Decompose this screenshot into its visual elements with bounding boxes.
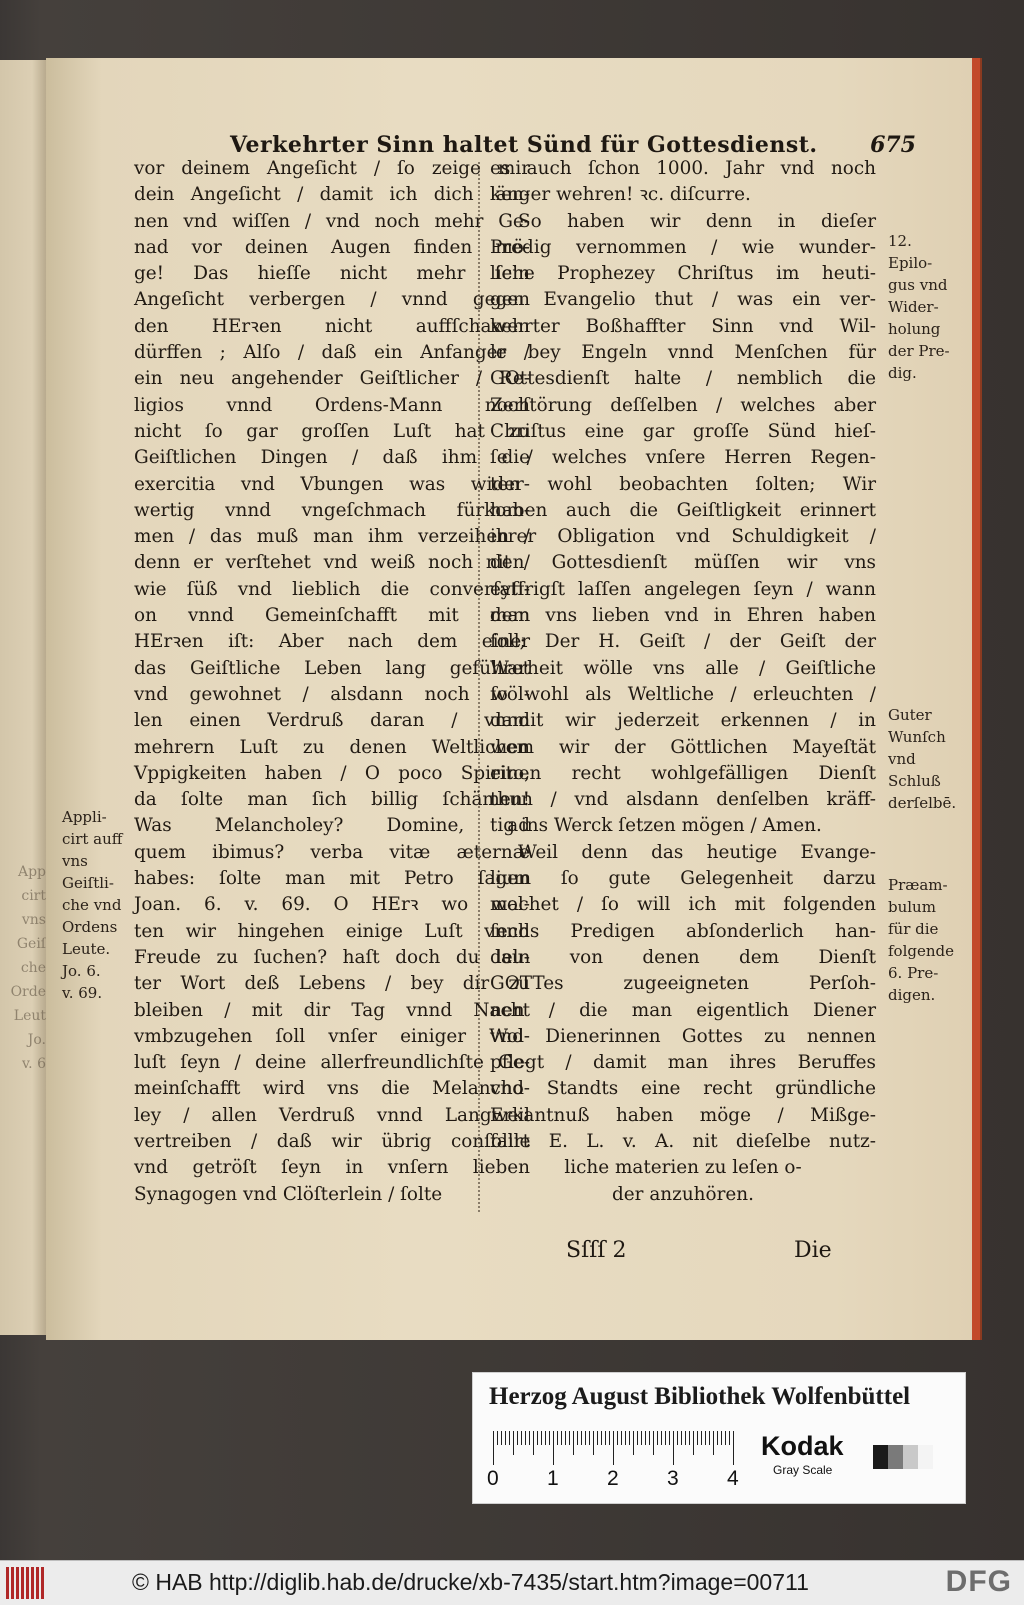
- ruler-tick: [553, 1431, 554, 1465]
- text-line: Weil denn das heutige Evange-: [518, 841, 876, 863]
- ruler-tick: [537, 1431, 538, 1445]
- ruler-tick: [637, 1431, 638, 1445]
- text-line: luſt ſeyn / deine allerfreundlichſte Ge-: [134, 1052, 530, 1074]
- margin-note-line: Geiſtli-: [62, 874, 114, 892]
- margin-note-epilogus: [888, 230, 968, 384]
- text-line: wie ſüß vnd lieblich die converſati-: [134, 578, 530, 600]
- text-line: ſe / welches vnſere Herren Regen-: [490, 447, 876, 469]
- text-line: länger wehren! ꝛc. diſcurre.: [490, 184, 751, 206]
- ruler-tick: [597, 1431, 598, 1445]
- text-line: len einen Verdruß daran / vnnd: [134, 710, 530, 732]
- column-divider: [478, 162, 482, 1212]
- margin-note-line: dig.: [888, 364, 917, 382]
- ruler-tick: [557, 1431, 558, 1445]
- text-line: vertreiben / daß wir übrig conſolirt: [134, 1130, 530, 1152]
- gray-swatch: [903, 1445, 918, 1469]
- margin-note-line: Guter: [888, 706, 932, 724]
- ruler-tick: [577, 1431, 578, 1445]
- ruler-tick: [693, 1431, 694, 1455]
- previous-page-edge: [0, 60, 46, 1335]
- book-page: [46, 58, 980, 1340]
- text-line: den HErꝛen nicht auffſchawen: [134, 315, 530, 337]
- text-line: liche Prophezey Chriſtus im heuti-: [490, 263, 876, 285]
- previous-page-margin-note: [2, 860, 46, 1076]
- ruler-tick: [633, 1431, 634, 1455]
- margin-note-praeambulum: [888, 874, 968, 1006]
- gray-swatch: [888, 1445, 903, 1469]
- margin-note-line: bulum: [888, 898, 936, 916]
- text-line: ley / allen Verdruß vnnd Langweil: [134, 1104, 530, 1126]
- text-line: nen / die man eigentlich Diener: [490, 999, 876, 1021]
- ruler-tick: [721, 1431, 722, 1445]
- text-line: da ſolte man ſich billig ſchämen!: [134, 789, 530, 811]
- text-line: Was Melancholey? Domine, ad: [134, 815, 530, 837]
- text-line: haben auch die Geiſtligkeit erinnert: [490, 499, 876, 521]
- margin-note-line: gus vnd: [888, 276, 948, 294]
- catchword: Die: [794, 1238, 832, 1263]
- text-line: es auch ſchon 1000. Jahr vnd noch: [490, 158, 876, 179]
- text-line: ter Wort deß Lebens / bey dir zu: [134, 973, 530, 995]
- ruler-tick: [613, 1431, 614, 1465]
- text-line: Chriſtus eine gar groſſe Sünd hieſ-: [490, 420, 876, 442]
- text-line: thun / vnd alsdann denſelben kräff-: [490, 789, 876, 811]
- barcode-logo-icon: [6, 1567, 46, 1599]
- ruler-tick: [593, 1431, 594, 1455]
- ruler-tick: [545, 1431, 546, 1445]
- ruler-tick: [549, 1431, 550, 1445]
- text-line: ſo wohl als Weltliche / erleuchten /: [490, 683, 876, 705]
- text-line: ein neu angehender Geiſtlicher / Re-: [134, 368, 530, 390]
- ruler-tick: [601, 1431, 602, 1445]
- edge-text-line: Geiſ: [16, 936, 46, 952]
- text-line: Warheit wölle vns alle / Geiſtliche: [490, 657, 876, 679]
- margin-note-line: Schluß: [888, 772, 941, 790]
- text-line: Vppigkeiten haben / O poco Spirito,: [134, 762, 530, 784]
- text-line: ſoll; Der H. Geiſt / der Geiſt der: [490, 631, 876, 653]
- margin-note-line: folgende: [888, 942, 954, 960]
- text-line: vnd Standts eine recht gründliche: [490, 1078, 876, 1100]
- gray-scale-label: Gray Scale: [773, 1463, 833, 1477]
- dfg-logo: DFG: [945, 1565, 1012, 1598]
- text-line: vmbzugehen ſoll vnſer einiger Wol-: [134, 1025, 530, 1047]
- margin-note-line: Wider-: [888, 298, 939, 316]
- text-line: men / das muß man ihm verzeihen /: [134, 526, 530, 548]
- ruler-tick: [681, 1431, 682, 1445]
- text-line: ten wir hingehen einige Luſt vnnd: [134, 920, 530, 942]
- text-line: quem ibimus? verba vitæ æternæ: [134, 841, 530, 863]
- ruler-tick: [565, 1431, 566, 1445]
- text-line: machet / ſo will ich mit folgenden: [490, 894, 876, 916]
- ruler-tick: [629, 1431, 630, 1445]
- ruler-tick: [505, 1431, 506, 1445]
- text-line: nen vnd wiſſen / vnd noch mehr Ge-: [134, 210, 530, 232]
- source-url[interactable]: © HAB http://diglib.hab.de/drucke/xb-7435/start.htm?image=00711: [132, 1569, 809, 1595]
- edge-text-line: Leut: [13, 1008, 46, 1024]
- gray-swatch: [873, 1445, 888, 1469]
- ruler-label: 0: [487, 1467, 499, 1490]
- text-line: habes: ſolte man mit Petro ſagen: [134, 868, 530, 890]
- ruler-tick: [689, 1431, 690, 1445]
- ruler-tick: [585, 1431, 586, 1445]
- text-line: pflegt / damit man ihres Beruffes: [490, 1052, 876, 1074]
- text-line: der anzuhören.: [612, 1183, 754, 1205]
- text-line: ihrer Obligation vnd Schuldigkeit /: [490, 526, 876, 548]
- text-line: denn er verſtehet vnd weiß noch nit /: [134, 552, 530, 574]
- ruler-tick: [509, 1431, 510, 1445]
- text-line: nicht ſo gar groſſen Luſt hat zu: [134, 420, 530, 442]
- margin-note-line: Jo. 6.: [62, 962, 101, 980]
- margin-note-line: holung: [888, 320, 941, 338]
- text-line: GOTTes zugeeigneten Perſoh-: [490, 973, 876, 995]
- text-line: HErꝛen iſt: Aber nach dem einer: [134, 631, 530, 653]
- margin-note-line: Epilo-: [888, 254, 933, 272]
- left-text-column: [134, 156, 530, 1208]
- ruler-tick: [729, 1431, 730, 1445]
- text-line: deln von denen dem Dienſt: [490, 946, 876, 968]
- text-line: on vnnd Gemeinſchafft mit dem: [134, 605, 530, 627]
- margin-note-line: vns: [62, 852, 88, 870]
- margin-note-line: digen.: [888, 986, 936, 1004]
- ruler-tick: [653, 1431, 654, 1455]
- margin-note-line: vnd: [888, 750, 916, 768]
- text-line: le bey Engeln vnnd Menſchen für: [490, 342, 876, 364]
- text-line: den Gottesdienſt müſſen wir vns: [490, 552, 876, 574]
- text-line: vnd getröſt ſeyn in vnſern lieben: [134, 1157, 530, 1179]
- ruler-tick: [641, 1431, 642, 1445]
- margin-note-line: 6. Pre-: [888, 964, 939, 982]
- ruler-tick: [701, 1431, 702, 1445]
- ruler-tick: [725, 1431, 726, 1445]
- page-number: 675: [870, 132, 916, 158]
- ruler-tick: [657, 1431, 658, 1445]
- text-line: ligios vnnd Ordens-Mann noch: [134, 394, 530, 416]
- ruler-tick: [733, 1431, 734, 1465]
- ruler-tick: [705, 1431, 706, 1445]
- ruler-tick: [717, 1431, 718, 1445]
- text-line: GOttesdienſt halte / nemblich die: [490, 368, 876, 390]
- text-line: einen recht wohlgefälligen Dienſt: [490, 762, 876, 784]
- margin-note-line: der Pre-: [888, 342, 950, 360]
- color-scale-card: [472, 1372, 966, 1504]
- margin-note-line: für die: [888, 920, 939, 938]
- gray-swatches: [873, 1445, 933, 1469]
- text-line: mehrern Luſt zu denen Weltlichen: [134, 736, 530, 758]
- ruler-tick: [645, 1431, 646, 1445]
- ruler-labels: [487, 1467, 757, 1491]
- margin-note-line: v. 69.: [62, 984, 103, 1002]
- ruler-label: 1: [547, 1467, 559, 1490]
- margin-note-line: Wunſch: [888, 728, 946, 746]
- edge-text-line: vns: [21, 912, 46, 928]
- ruler-tick: [621, 1431, 622, 1445]
- text-line: das Geiſtliche Leben lang geführet: [134, 657, 530, 679]
- ruler-label: 2: [607, 1467, 619, 1490]
- margin-note-line: che vnd: [62, 896, 122, 914]
- ruler-tick: [685, 1431, 686, 1445]
- ruler-label: 3: [667, 1467, 679, 1490]
- margin-note-line: derſelbē.: [888, 794, 957, 812]
- text-line: wertig vnnd vngeſchmach fürkom-: [134, 499, 530, 521]
- text-line: kehrter Boßhaffter Sinn vnd Wil-: [490, 315, 876, 337]
- text-line: vor deinem Angeſicht / ſo zeige mir: [134, 158, 530, 179]
- text-line: Joan. 6. v. 69. O HErꝛ wo wol-: [134, 894, 530, 916]
- ruler-tick: [541, 1431, 542, 1445]
- kodak-logo: Kodak: [761, 1431, 844, 1461]
- text-line: Predig vernommen / wie wunder-: [490, 236, 876, 258]
- text-line: meinſchafft wird vns die Melancho-: [134, 1078, 530, 1100]
- text-line: nad vor deinen Augen finden mö-: [134, 236, 530, 258]
- ruler-tick: [649, 1431, 650, 1445]
- margin-note-line: Præam-: [888, 876, 948, 894]
- edge-text-line: v. 6: [21, 1056, 46, 1072]
- edge-text-line: App: [17, 864, 46, 880]
- library-name: Herzog August Bibliothek Wolfenbüttel: [489, 1383, 911, 1410]
- margin-note-line: Ordens: [62, 918, 118, 936]
- margin-note-line: Leute.: [62, 940, 111, 958]
- ruler-tick: [617, 1431, 618, 1445]
- footer-bar: [0, 1560, 1024, 1605]
- text-line: man vns lieben vnd in Ehren haben: [490, 605, 876, 627]
- ruler-tick: [589, 1431, 590, 1445]
- text-line: exercitia vnd Vbungen was wider-: [134, 473, 530, 495]
- text-line: wem wir der Göttlichen Mayeſtät: [490, 736, 876, 758]
- text-line: Freude zu ſuchen? haſt doch du lau-: [134, 946, 530, 968]
- margin-note-left: [62, 806, 134, 1004]
- scale-ruler: [493, 1431, 739, 1465]
- text-line: dein Angeſicht / damit ich dich ken-: [134, 184, 530, 206]
- signature-mark: Sſſſ 2: [566, 1238, 627, 1263]
- edge-text-line: Orde: [10, 984, 46, 1000]
- margin-note-line: 12.: [888, 232, 912, 250]
- text-line: Angeſicht verbergen / vnnd gegen: [134, 289, 530, 311]
- edge-text-line: cirt: [21, 888, 46, 904]
- ruler-tick: [669, 1431, 670, 1445]
- ruler-tick: [561, 1431, 562, 1445]
- margin-note-line: Appli-: [62, 808, 107, 826]
- ruler-tick: [525, 1431, 526, 1445]
- ruler-tick: [517, 1431, 518, 1445]
- ruler-tick: [529, 1431, 530, 1445]
- ruler-tick: [569, 1431, 570, 1445]
- ruler-tick: [521, 1431, 522, 1445]
- ruler-tick: [609, 1431, 610, 1445]
- ruler-tick: [677, 1431, 678, 1445]
- text-line: dürffen ; Alſo / daß ein Anfanger /: [134, 342, 530, 364]
- ruler-tick: [513, 1431, 514, 1455]
- ruler-tick: [673, 1431, 674, 1465]
- margin-note-line: cirt auff: [62, 830, 123, 848]
- ruler-label: 4: [727, 1467, 739, 1490]
- text-line: ge! Das hieſſe nicht mehr ſein: [134, 263, 530, 285]
- ruler-tick: [625, 1431, 626, 1445]
- text-line: eyffrigſt laſſen angelegen ſeyn / wann: [490, 578, 876, 600]
- text-line: bleiben / mit dir Tag vnnd Nacht: [134, 999, 530, 1021]
- text-line: Geiſtlichen Dingen / daß ihm die: [134, 447, 530, 469]
- running-head-title: Verkehrter Sinn haltet Sünd für Gottesdienst.: [230, 132, 818, 158]
- ruler-tick: [697, 1431, 698, 1445]
- text-line: ſechs Predigen abſonderlich han-: [490, 920, 876, 942]
- text-line: gen Evangelio thut / was ein ver-: [490, 289, 876, 311]
- text-line: lium ſo gute Gelegenheit darzu: [490, 868, 876, 890]
- right-text-column: [490, 156, 876, 1208]
- text-line: Zerſtörung deſſelben / welches aber: [490, 394, 876, 416]
- ruler-tick: [713, 1431, 714, 1455]
- text-line: vnd Dienerinnen Gottes zu nennen: [490, 1025, 876, 1047]
- text-line: ten wohl beobachten ſolten; Wir: [490, 473, 876, 495]
- text-line: Synagogen vnd Clöſterlein / ſolte: [134, 1183, 443, 1205]
- ruler-tick: [573, 1431, 574, 1455]
- ruler-tick: [581, 1431, 582, 1445]
- text-line: falle E. L. v. A. nit dieſelbe nutz-: [490, 1130, 876, 1152]
- ruler-tick: [501, 1431, 502, 1445]
- ruler-tick: [661, 1431, 662, 1445]
- ruler-tick: [665, 1431, 666, 1445]
- gray-swatch: [918, 1445, 933, 1469]
- ruler-tick: [493, 1431, 494, 1465]
- text-line: So haben wir denn in dieſer: [518, 210, 876, 232]
- margin-note-wunsch: [888, 704, 968, 814]
- text-line: Erkantnuß haben möge / Mißge-: [490, 1104, 876, 1126]
- ruler-tick: [605, 1431, 606, 1445]
- text-line: tig ins Werck ſetzen mögen / Amen.: [490, 815, 822, 837]
- edge-text-line: Jo.: [27, 1032, 46, 1048]
- text-line: damit wir jederzeit erkennen / in: [490, 710, 876, 732]
- ruler-tick: [709, 1431, 710, 1445]
- text-line: liche materien zu leſen o-: [564, 1157, 802, 1179]
- ruler-tick: [533, 1431, 534, 1455]
- text-line: vnd gewohnet / alsdann noch wöl-: [134, 683, 530, 705]
- ruler-tick: [497, 1431, 498, 1445]
- edge-text-line: che: [20, 960, 46, 976]
